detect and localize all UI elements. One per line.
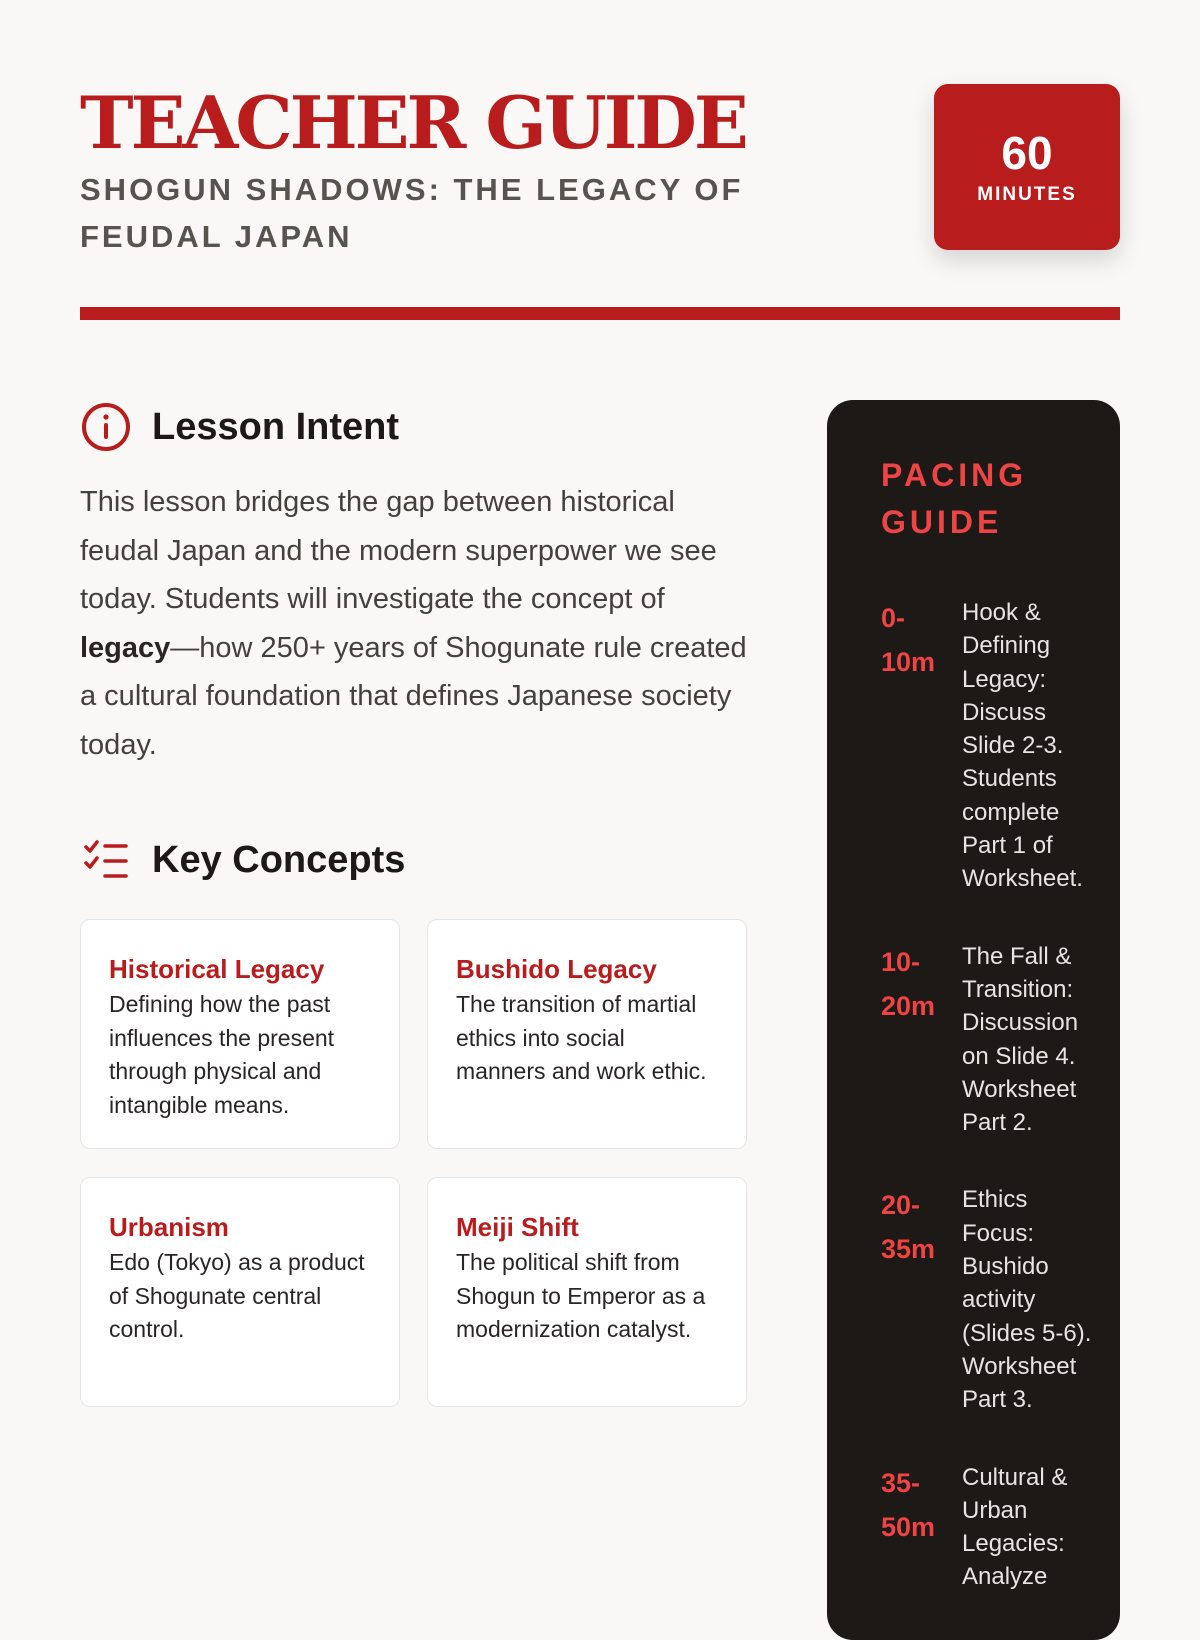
- info-circle-icon: [80, 401, 132, 453]
- pacing-time: 20-35m: [881, 1190, 936, 1265]
- pacing-time: 35-50m: [881, 1467, 936, 1542]
- concept-card: [80, 1177, 400, 1407]
- concept-description: The transition of martial ethics into social manners and work ethic.: [456, 991, 707, 1084]
- pacing-item: [881, 1461, 1100, 1594]
- page-header: [80, 80, 1120, 260]
- page-title: TEACHER GUIDE: [80, 80, 746, 165]
- concept-title: Historical Legacy: [109, 954, 325, 984]
- concept-title: Meiji Shift: [456, 1212, 579, 1242]
- concept-description: Edo (Tokyo) as a product of Shogunate central control.: [109, 1249, 365, 1342]
- duration-unit: MINUTES: [977, 184, 1077, 205]
- concept-title: Urbanism: [109, 1212, 229, 1242]
- concept-title: Bushido Legacy: [456, 954, 657, 984]
- key-concepts-section: [80, 833, 750, 1407]
- concept-grid: [80, 919, 750, 1407]
- lesson-intent-header: [80, 400, 750, 454]
- pacing-guide-panel: [827, 400, 1120, 1640]
- intent-text-part-1: This lesson bridges the gap between historical feudal Japan and the modern superpower we see today. Students will investigate the concept of: [80, 486, 717, 615]
- main-content: [80, 400, 750, 1407]
- duration-badge: [934, 84, 1120, 250]
- key-concepts-heading: Key Concepts: [152, 838, 406, 881]
- concept-card: [80, 919, 400, 1149]
- pacing-description: Cultural & Urban Legacies: Analyze: [962, 1463, 1068, 1591]
- pacing-description: Hook & Defining Legacy: Discuss Slide 2-3. Students complete Part 1 of Worksheet.: [962, 599, 1083, 893]
- header-divider: [80, 307, 1120, 320]
- pacing-item: [881, 1183, 1100, 1416]
- pacing-description: Ethics Focus: Bushido activity (Slides 5-6). Worksheet Part 3.: [962, 1186, 1092, 1414]
- pacing-item: [881, 940, 1100, 1140]
- pacing-time: 10-20m: [881, 946, 936, 1021]
- lesson-intent-section: [80, 400, 750, 769]
- concept-card: [427, 1177, 747, 1407]
- pacing-item: [881, 596, 1100, 896]
- key-concepts-header: [80, 833, 750, 887]
- intent-keyword: legacy: [80, 631, 171, 664]
- pacing-time: 0-10m: [881, 603, 936, 677]
- pacing-description: The Fall & Transition: Discussion on Slide 4. Worksheet Part 2.: [962, 942, 1079, 1137]
- concept-description: The political shift from Shogun to Emperor as a modernization catalyst.: [456, 1249, 706, 1342]
- lesson-subtitle: SHOGUN SHADOWS: THE LEGACY OF FEUDAL JAPAN: [80, 172, 744, 254]
- lesson-intent-text: [80, 478, 750, 769]
- concept-card: [427, 919, 747, 1149]
- pacing-guide-title: PACING GUIDE: [881, 457, 1028, 540]
- checklist-icon: [80, 834, 132, 886]
- concept-description: Defining how the past influences the present through physical and intangible means.: [109, 991, 335, 1118]
- lesson-intent-heading: Lesson Intent: [152, 405, 400, 448]
- duration-value: 60: [1001, 127, 1053, 179]
- intent-text-part-2: —how 250+ years of Shogunate rule created a cultural foundation that defines Japanese society today.: [80, 631, 747, 761]
